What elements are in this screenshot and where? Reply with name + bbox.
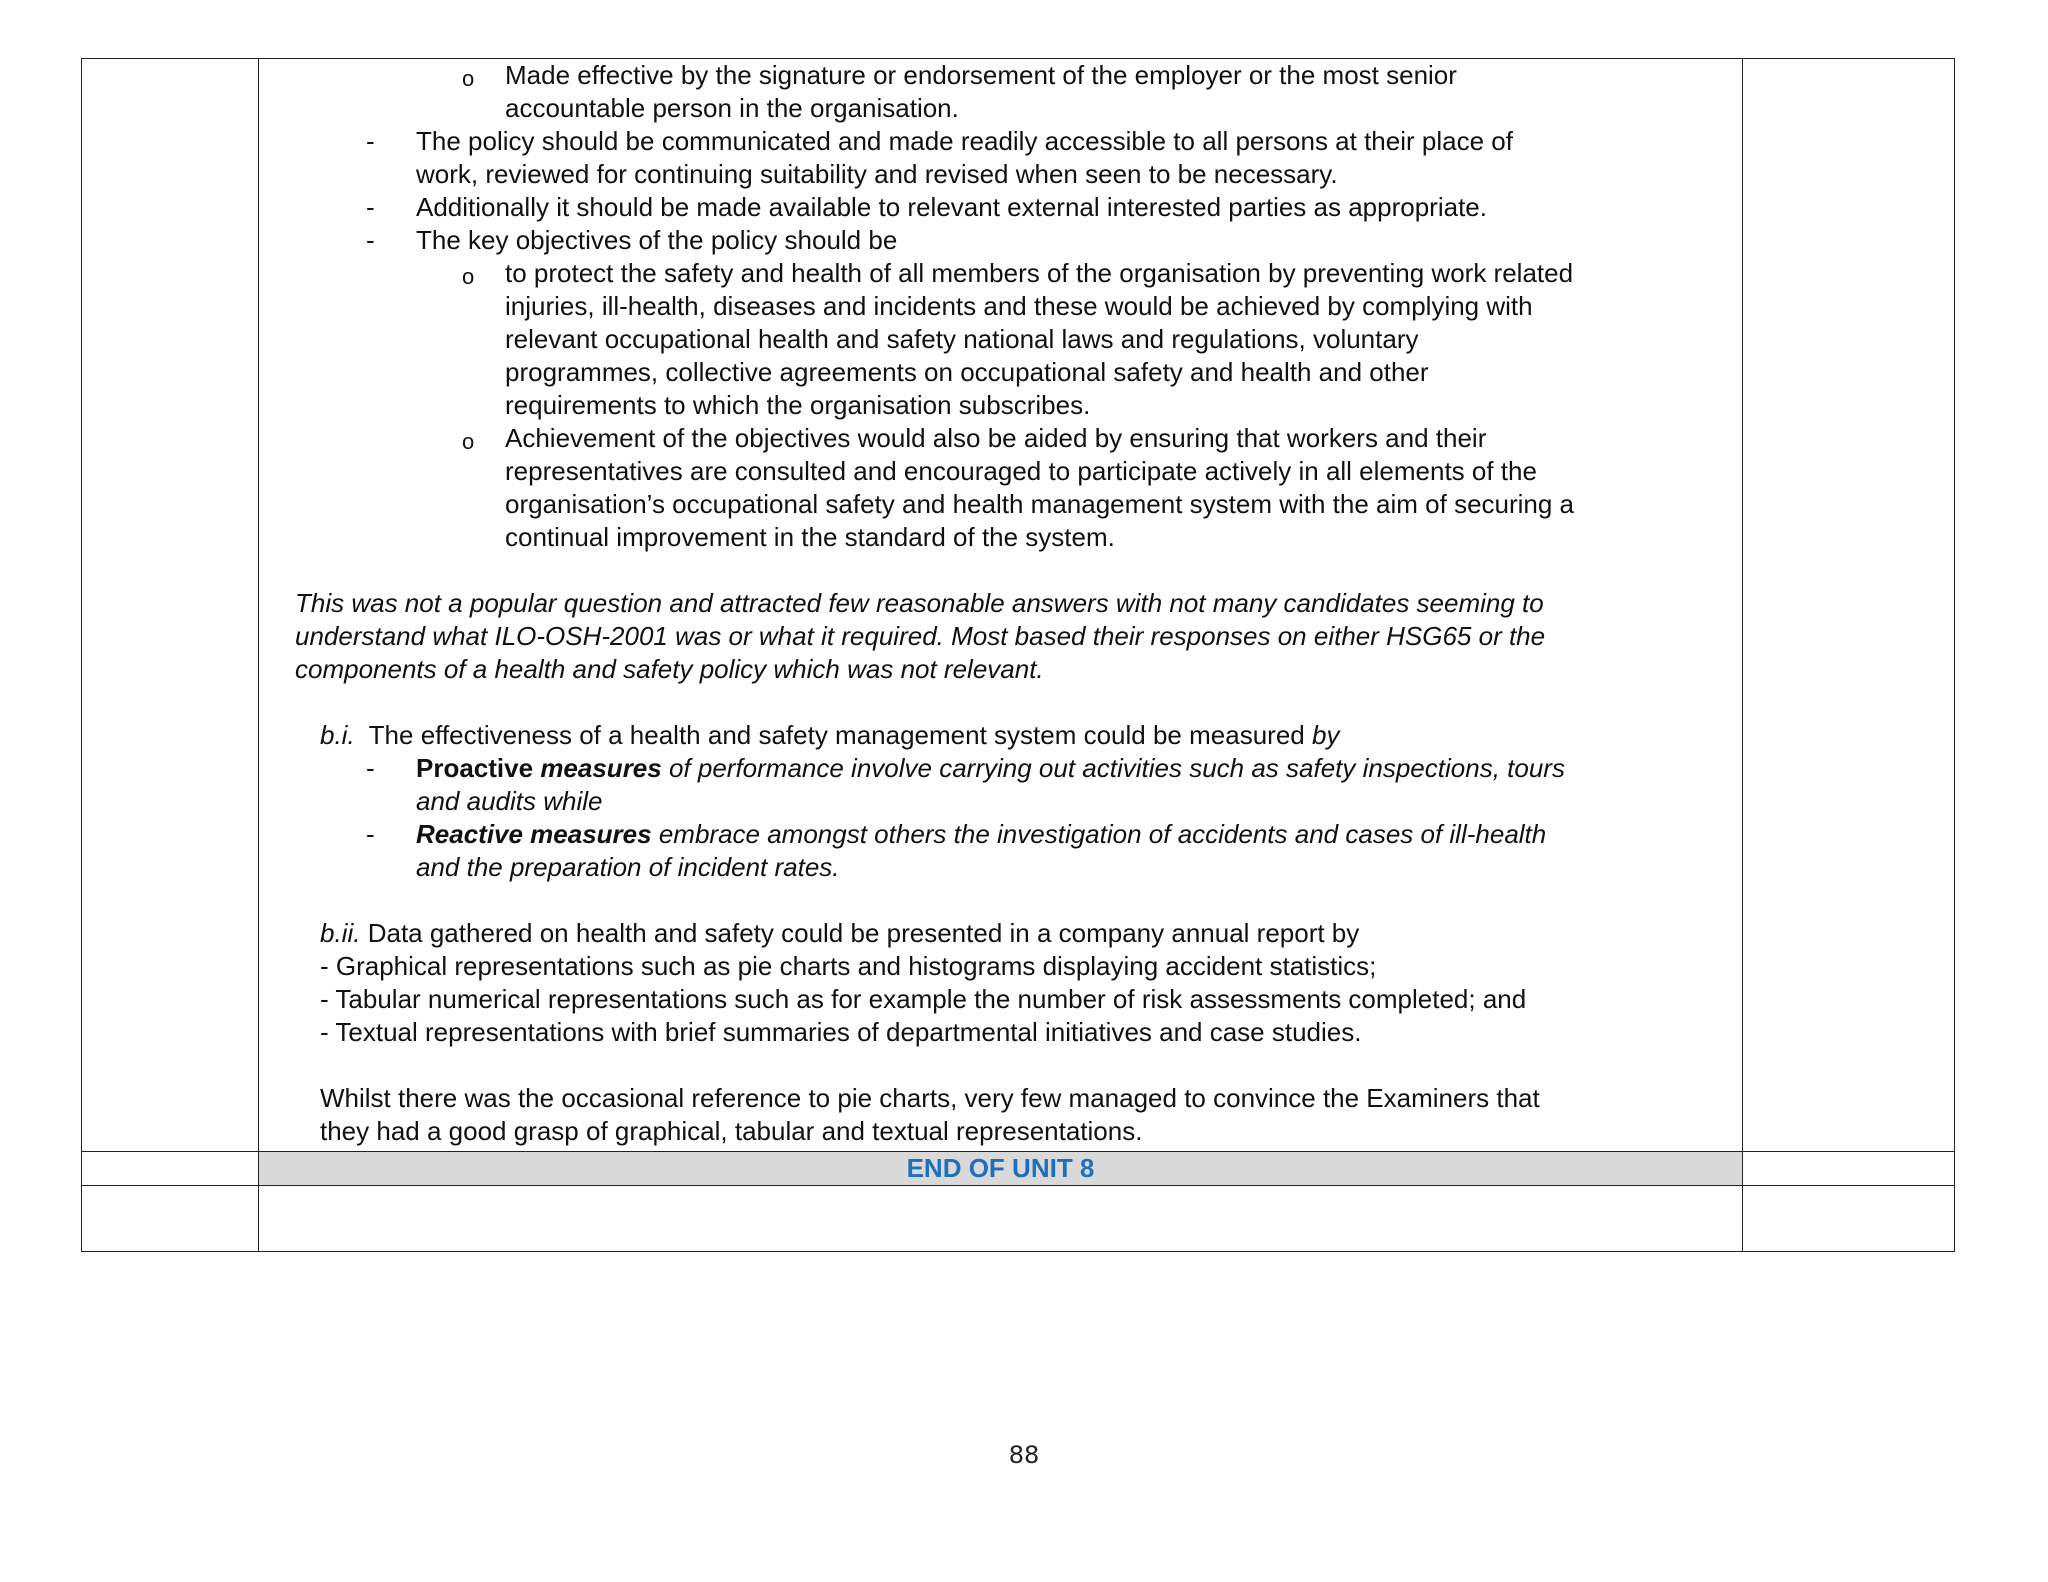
policy-point-2-line-1: The policy should be communicated and made readily accessible to all persons at their place of <box>416 126 1513 156</box>
part-bii-intro: b.ii. Data gathered on health and safety could be presented in a company annual report by <box>320 918 1360 948</box>
sub-bullet-marker: o <box>462 66 475 91</box>
sub-bullet-marker: o <box>462 264 475 289</box>
objective-1-line-1: to protect the safety and health of all members of the organisation by preventing work related <box>505 258 1574 288</box>
dash-bullet-marker: - <box>366 753 375 783</box>
reactive-line-1: Reactive measures embrace amongst others the investigation of accidents and cases of ill-health <box>416 819 1547 849</box>
table-row <box>82 1152 1955 1186</box>
right-margin-cell <box>1743 1152 1955 1186</box>
objective-2-line-4: continual improvement in the standard of the system. <box>505 522 1115 552</box>
policy-point-4: The key objectives of the policy should be <box>416 225 898 255</box>
reactive-line-2: and the preparation of incident rates. <box>416 852 840 882</box>
right-margin-cell <box>1743 1186 1955 1252</box>
exam-report-table <box>81 58 1955 1252</box>
left-margin-cell <box>82 59 259 1152</box>
policy-point-1-line-1: Made effective by the signature or endorsement of the employer or the most senior <box>505 60 1457 90</box>
dash-bullet-marker: - <box>366 819 375 849</box>
policy-point-3: Additionally it should be made available to relevant external interested parties as appropriate. <box>416 192 1487 222</box>
objective-1-line-4: programmes, collective agreements on occupational safety and health and other <box>505 357 1429 387</box>
answer-content-cell <box>259 59 1743 1152</box>
objective-1-line-2: injuries, ill-health, diseases and incidents and these would be achieved by complying with <box>505 291 1533 321</box>
part-bi-intro: b.i. The effectiveness of a health and safety management system could be measured by <box>320 720 1340 750</box>
part-bii-item-2: - Tabular numerical representations such as for example the number of risk assessments completed; and <box>320 984 1527 1014</box>
left-margin-cell <box>82 1186 259 1252</box>
right-margin-cell <box>1743 59 1955 1152</box>
part-bi-label: b.i. <box>320 720 355 750</box>
examiner-comment-b-line-2: they had a good grasp of graphical, tabular and textual representations. <box>320 1116 1143 1146</box>
examiner-comment-a-line-1: This was not a popular question and attracted few reasonable answers with not many candidates seeming to <box>295 588 1544 618</box>
objective-2-line-3: organisation’s occupational safety and health management system with the aim of securing a <box>505 489 1575 519</box>
dash-bullet-marker: - <box>366 126 375 156</box>
dash-bullet-marker: - <box>366 225 375 255</box>
page-number: 88 <box>1008 1441 1040 1469</box>
table-row <box>82 1186 1955 1252</box>
examiner-comment-b-line-1: Whilst there was the occasional reference to pie charts, very few managed to convince the Examiners that <box>320 1083 1540 1113</box>
dash-bullet-marker: - <box>366 192 375 222</box>
answer-content <box>259 59 1742 1151</box>
objective-1-line-3: relevant occupational health and safety national laws and regulations, voluntary <box>505 324 1419 354</box>
part-bii-item-1: - Graphical representations such as pie charts and histograms displaying accident statistics; <box>320 951 1377 981</box>
objective-1-line-5: requirements to which the organisation subscribes. <box>505 390 1091 420</box>
examiner-comment-a-line-3: components of a health and safety policy which was not relevant. <box>295 654 1044 684</box>
end-of-unit-banner: END OF UNIT 8 <box>259 1152 1743 1186</box>
objective-2-line-1: Achievement of the objectives would also be aided by ensuring that workers and their <box>505 423 1487 453</box>
proactive-line-2: and audits while <box>416 786 603 816</box>
part-bii-item-3: - Textual representations with brief summaries of departmental initiatives and case studies. <box>320 1017 1362 1047</box>
examiner-comment-a-line-2: understand what ILO-OSH-2001 was or what it required. Most based their responses on either HSG65 or the <box>295 621 1546 651</box>
part-bii-label: b.ii. <box>320 918 361 948</box>
policy-point-1-line-2: accountable person in the organisation. <box>505 93 959 123</box>
left-margin-cell <box>82 1152 259 1186</box>
proactive-line-1: Proactive measures of performance involve carrying out activities such as safety inspections, tours <box>416 753 1565 783</box>
sub-bullet-marker: o <box>462 429 475 454</box>
table-row <box>82 59 1955 1152</box>
blank-cell <box>259 1186 1743 1252</box>
objective-2-line-2: representatives are consulted and encouraged to participate actively in all elements of the <box>505 456 1537 486</box>
policy-point-2-line-2: work, reviewed for continuing suitability and revised when seen to be necessary. <box>416 159 1338 189</box>
